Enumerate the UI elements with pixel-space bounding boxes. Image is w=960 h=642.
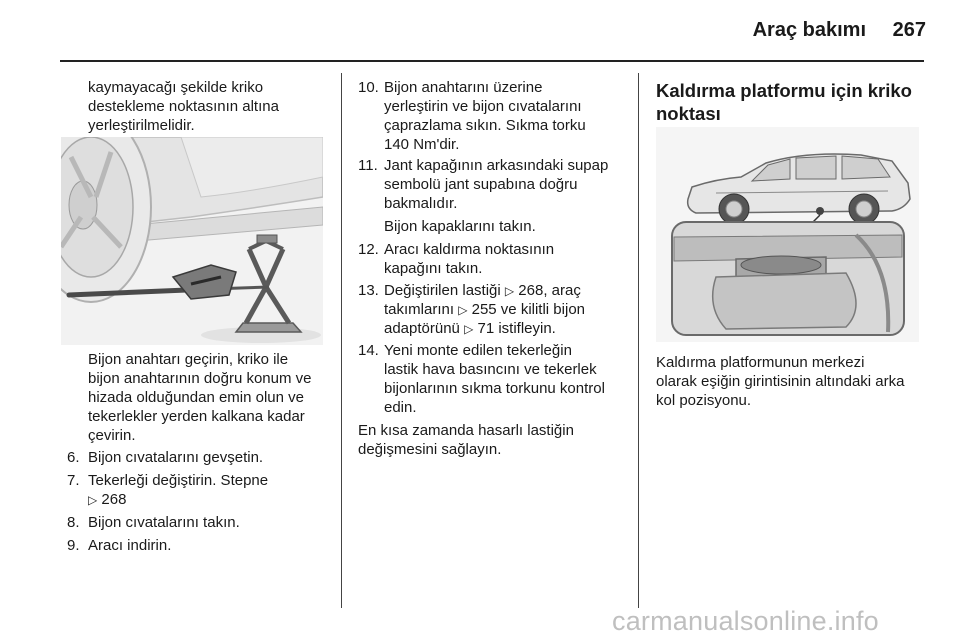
step11-line-1: Jant kapağının arkasındaki supap <box>384 157 609 174</box>
step10-number: 10. <box>358 79 379 96</box>
step11-number: 11. <box>358 157 378 174</box>
step5-line-4: tekerlekler yerden kalkana kadar <box>88 408 305 425</box>
step7-number: 7. <box>67 472 80 489</box>
lift-heading-line-2: noktası <box>656 103 721 124</box>
intro-line-1: kaymayacağı şekilde kriko <box>88 79 264 96</box>
step8-text: Bijon cıvatalarını takın. <box>88 514 240 531</box>
step12-number: 12. <box>358 241 379 258</box>
step11-extra: Bijon kapaklarını takın. <box>384 218 536 235</box>
step14-line-1: Yeni monte edilen tekerleğin <box>384 342 572 359</box>
column-divider-2 <box>638 73 639 608</box>
lift-caption-line-3: kol pozisyonu. <box>656 392 752 409</box>
step14-line-4: edin. <box>384 399 417 416</box>
column-divider-1 <box>341 73 342 608</box>
step7-reference[interactable] <box>88 490 126 510</box>
step8-number: 8. <box>67 514 80 531</box>
closing-line-2: değişmesini sağlayın. <box>358 441 502 458</box>
closing-line-1: En kısa zamanda hasarlı lastiğin <box>358 422 574 439</box>
step10-line-2: yerleştirin ve bijon cıvatalarını <box>384 98 582 115</box>
step10-line-1: Bijon anahtarını üzerine <box>384 79 543 96</box>
step7-ref-page: 268 <box>101 491 127 508</box>
step12-line-1: Aracı kaldırma noktasının <box>384 241 555 258</box>
page-number: 267 <box>892 19 926 41</box>
step6-text: Bijon cıvatalarını gevşetin. <box>88 449 264 466</box>
step13-line-1[interactable] <box>384 281 581 301</box>
step13-l3-ref: 71 istifleyin. <box>477 320 556 337</box>
step5-line-3: hizada olduğundan emin olun ve <box>88 389 304 406</box>
step13-l3-text: adaptörünü <box>384 320 460 337</box>
step13-l1-text: Değiştirilen lastiği <box>384 282 501 299</box>
step9-text: Aracı indirin. <box>88 537 172 554</box>
section-title: Araç bakımı <box>752 19 866 41</box>
ref-arrow-icon: ▷ <box>464 322 474 336</box>
step13-number: 13. <box>358 282 379 299</box>
step9-number: 9. <box>67 537 80 554</box>
intro-line-2: destekleme noktasının altına <box>88 98 279 115</box>
step12-line-2: kapağını takın. <box>384 260 483 277</box>
step5-line-5: çevirin. <box>88 427 136 444</box>
lift-point-drawing <box>656 127 919 342</box>
step6-number: 6. <box>67 449 80 466</box>
step7-text: Tekerleği değiştirin. Stepne <box>88 472 269 489</box>
step14-line-2: lastik hava basıncını ve tekerlek <box>384 361 597 378</box>
ref-arrow-icon: ▷ <box>458 303 468 317</box>
step11-line-3: bakmalıdır. <box>384 195 458 212</box>
step13-line-3[interactable] <box>384 319 556 339</box>
jack-illustration <box>61 137 323 345</box>
step13-l2-text: takımlarını <box>384 301 455 318</box>
step10-line-4: 140 Nm'dir. <box>384 136 460 153</box>
step5-line-2: bijon anahtarının doğru konum ve <box>88 370 312 387</box>
step13-line-2[interactable] <box>384 300 585 320</box>
lift-heading-line-1: Kaldırma platformu için kriko <box>656 80 912 101</box>
ref-arrow-icon: ▷ <box>504 284 515 298</box>
step14-line-3: bijonlarının sıkma torkunu kontrol <box>384 380 605 397</box>
step14-number: 14. <box>358 342 379 359</box>
step5-line-1: Bijon anahtarı geçirin, kriko ile <box>88 351 289 368</box>
step13-l2-ref: 255 ve kilitli bijon <box>471 301 586 318</box>
jack-drawing <box>61 137 323 345</box>
lift-caption-line-2: olarak eşiğin girintisinin altındaki arka <box>656 373 905 390</box>
lift-point-illustration <box>656 127 919 342</box>
step13-l1-ref: 268, araç <box>518 282 581 299</box>
header-rule <box>60 60 924 62</box>
watermark: carmanualsonline.info <box>612 606 879 636</box>
ref-arrow-icon: ▷ <box>88 493 98 507</box>
step10-line-3: çaprazlama sıkın. Sıkma torku <box>384 117 586 134</box>
intro-line-3: yerleştirilmelidir. <box>88 117 195 134</box>
step11-line-2: sembolü jant supabına doğru <box>384 176 578 193</box>
lift-caption-line-1: Kaldırma platformunun merkezi <box>656 354 865 371</box>
